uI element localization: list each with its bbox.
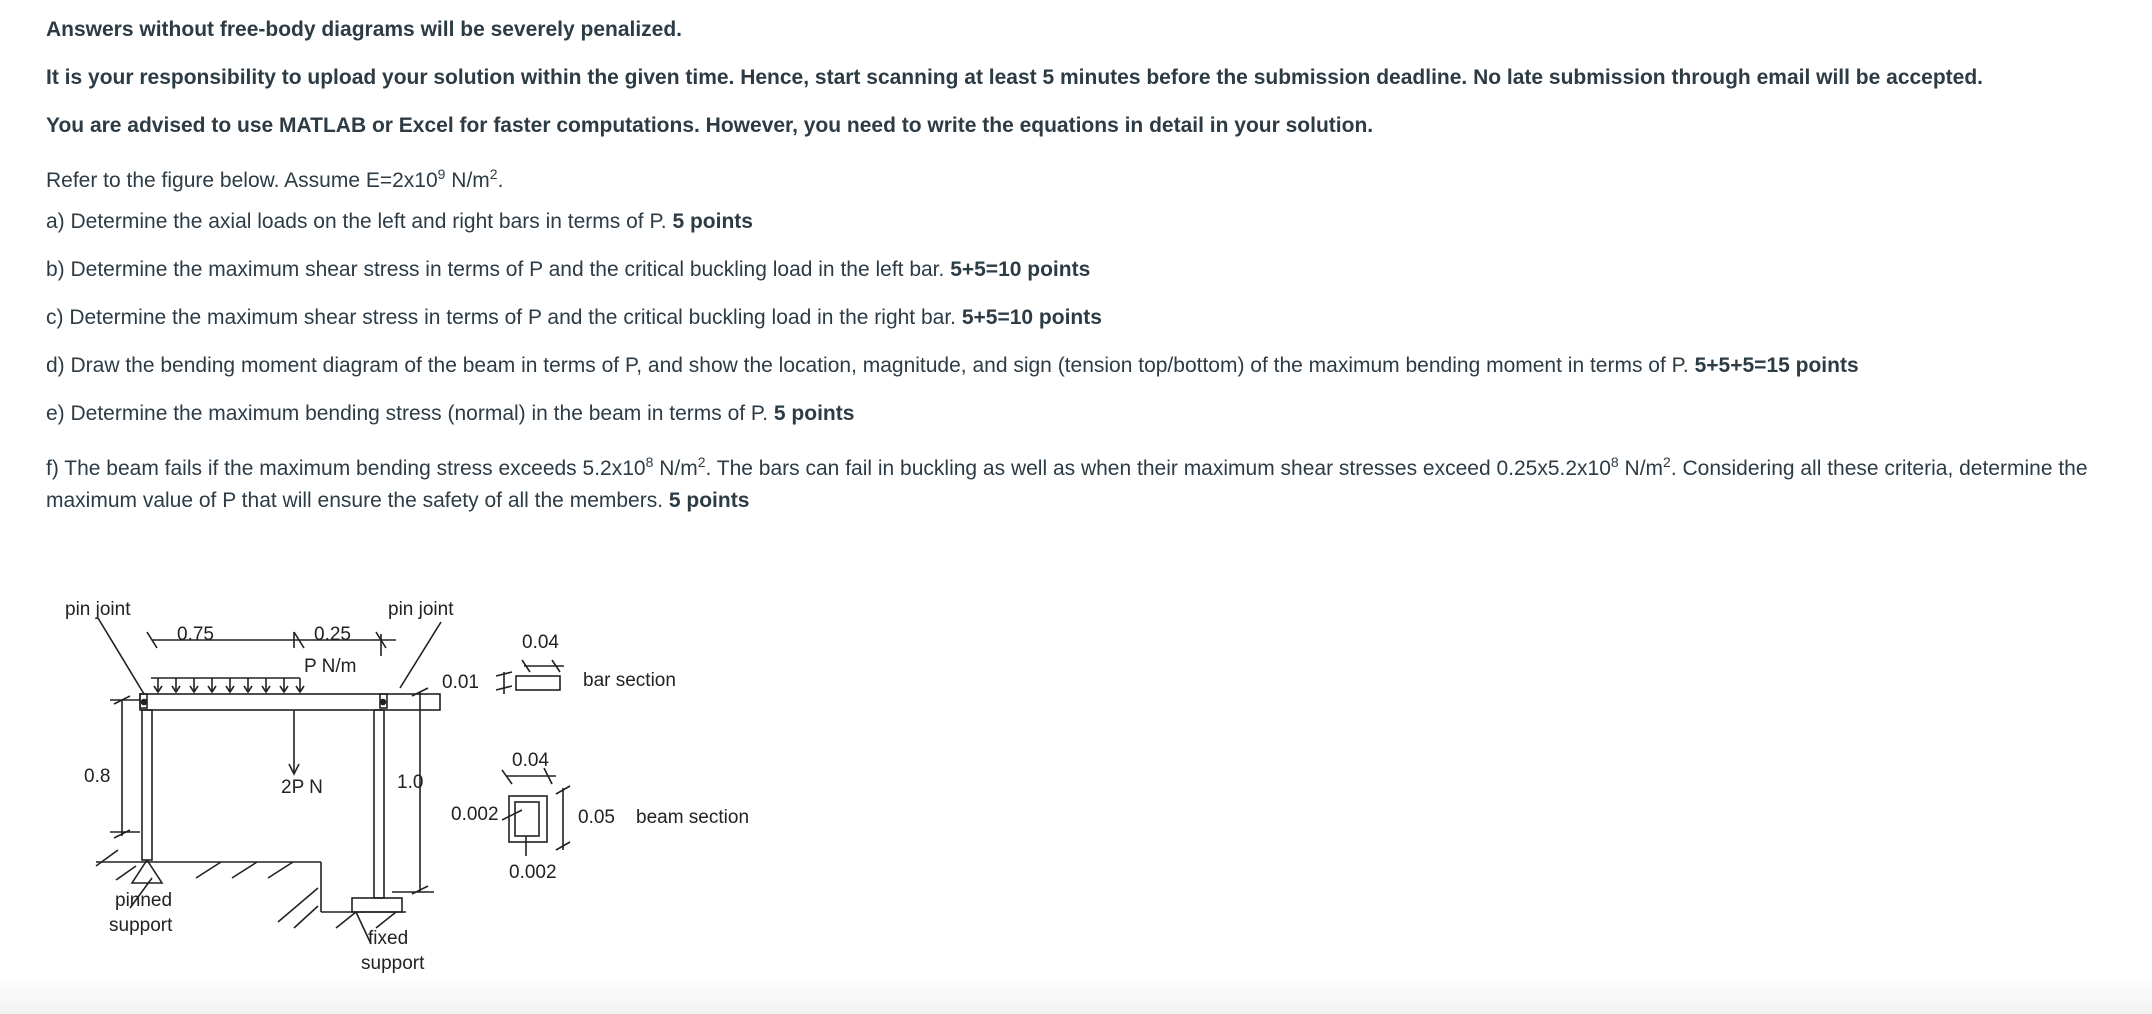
instruction-penalty: Answers without free-body diagrams will be severely penalized.	[46, 18, 683, 41]
instruction-matlab: You are advised to use MATLAB or Excel for faster computations. However, you need to write the equations in detail in your solution.	[46, 114, 1374, 137]
dim-0-75: 0.75	[177, 624, 214, 645]
question-f-text-4: N/m	[1618, 457, 1664, 480]
left-bar	[142, 710, 152, 860]
label-fixed-support: support	[361, 953, 425, 974]
distributed-load-arrows	[154, 678, 304, 692]
dim-beam-height: 0.05	[578, 807, 615, 828]
question-d-text: d) Draw the bending moment diagram of the beam in terms of P, and show the location, magnitude, and sign (tension top/bottom) of the maximum bending moment in terms of P.	[46, 354, 1695, 377]
intro-main: Refer to the figure below. Assume E=2x10	[46, 169, 438, 192]
question-f-text-5: . Considering all these criteria, determine the maximum value of P that will ensure the safety of all the members.	[46, 457, 2088, 512]
question-a	[46, 206, 753, 238]
dim-bar-thickness: 0.01	[442, 672, 479, 693]
dim-beam-wall-left: 0.002	[451, 804, 499, 825]
label-distributed-load: P N/m	[304, 656, 357, 677]
intro-end: .	[497, 169, 504, 192]
structure-figure	[56, 588, 776, 988]
label-beam-section: beam section	[636, 807, 750, 828]
label-bar-section: bar section	[583, 670, 676, 691]
question-f-exp-2: 2	[697, 454, 706, 470]
question-c	[46, 302, 1102, 334]
beam-section-inner	[515, 802, 539, 836]
question-f-exp-1: 8	[645, 454, 654, 470]
label-pinned: pinned	[115, 890, 173, 911]
question-a-text: a) Determine the axial loads on the left and right bars in terms of P.	[46, 210, 673, 233]
question-f	[46, 446, 2116, 517]
question-e-text: e) Determine the maximum bending stress (normal) in the beam in terms of P.	[46, 402, 774, 425]
fixed-support	[352, 898, 402, 912]
right-bar	[374, 710, 384, 898]
label-pin-joint-left: pin joint	[65, 599, 131, 620]
intro-text	[46, 158, 503, 197]
dim-bar-width: 0.04	[522, 632, 559, 653]
question-f-text-3: . The bars can fail in buckling as well as when their maximum shear stresses exceed 0.25x5.2x10	[705, 457, 1611, 480]
page-bottom-edge	[0, 976, 2152, 1014]
pinned-support	[132, 860, 162, 883]
question-b	[46, 254, 1090, 286]
label-fixed: fixed	[368, 928, 409, 949]
label-pinned-support: support	[109, 915, 173, 936]
beam	[140, 694, 440, 710]
question-b-points: 5+5=10 points	[950, 258, 1091, 281]
label-pin-joint-right: pin joint	[388, 599, 454, 620]
intro-exp: 9	[437, 166, 446, 182]
question-d	[46, 350, 1859, 382]
question-b-text: b) Determine the maximum shear stress in terms of P and the critical buckling load in the left bar.	[46, 258, 951, 281]
dim-beam-width: 0.04	[512, 750, 549, 771]
dim-1-0: 1.0	[397, 772, 424, 793]
question-c-points: 5+5=10 points	[961, 306, 1102, 329]
instruction-upload: It is your responsibility to upload your solution within the given time. Hence, start scanning at least 5 minutes before the submission deadline. No late submission through email will be accepted.	[46, 66, 1984, 89]
question-c-text: c) Determine the maximum shear stress in terms of P and the critical buckling load in the right bar.	[46, 306, 962, 329]
intro-unit-exp: 2	[489, 166, 498, 182]
question-f-text-1: f) The beam fails if the maximum bending stress exceeds 5.2x10	[46, 457, 646, 480]
bar-section-shape	[516, 676, 560, 690]
question-d-points: 5+5+5=15 points	[1694, 354, 1859, 377]
question-a-points: 5 points	[672, 210, 753, 233]
intro-unit: N/m	[445, 169, 490, 192]
question-f-exp-3: 8	[1610, 454, 1619, 470]
dim-0-8: 0.8	[84, 766, 111, 787]
question-f-text-2: N/m	[653, 457, 698, 480]
dim-0-25: 0.25	[314, 624, 351, 645]
question-e-points: 5 points	[773, 402, 855, 425]
label-point-load: 2P N	[281, 777, 323, 798]
question-f-exp-4: 2	[1663, 454, 1671, 470]
question-f-points: 5 points	[668, 489, 750, 512]
dim-beam-wall-bottom: 0.002	[509, 862, 557, 883]
question-e	[46, 398, 854, 430]
